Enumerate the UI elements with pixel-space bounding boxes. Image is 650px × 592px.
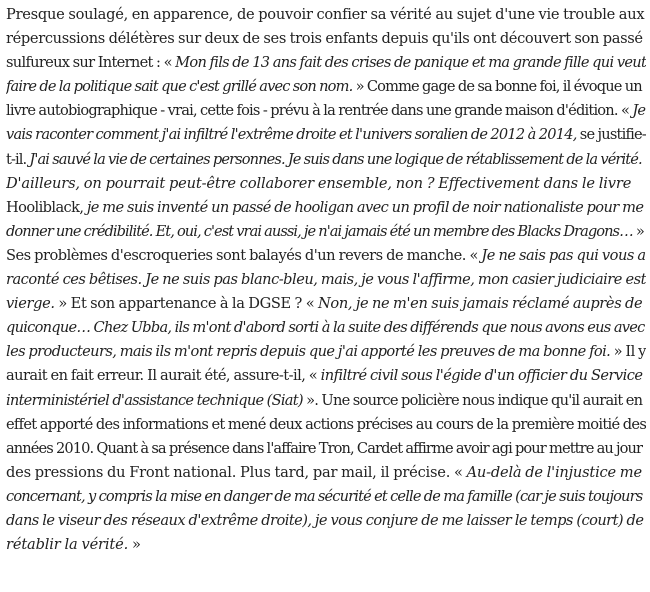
italic-quote-segment: concernant, y compris la mise en danger de ma sécurité et celle de ma famille (car je suis toujours	[6, 487, 643, 505]
text-line	[6, 75, 646, 99]
text-segment: années 2010. Quant à sa présence dans l'affaire Tron, Cardet affirme avoir agi pour mettre au jour	[6, 439, 643, 457]
italic-quote-segment: dans le viseur des réseaux d'extrême droite), je vous conjure de me laisser le temps (court) de	[6, 511, 644, 529]
text-segment: Hooliblack,	[6, 198, 87, 216]
text-line	[6, 123, 646, 147]
text-segment: se justifie-	[576, 126, 646, 144]
text-line	[6, 51, 646, 75]
text-line	[6, 437, 646, 461]
text-segment: Ses problèmes d'escroqueries sont balayés d'un revers de manche. «	[6, 246, 482, 264]
italic-quote-segment: Au-delà de l'injustice me	[466, 463, 642, 481]
text-segment: effet apporté des informations et mené deux actions précises au cours de la première moitié des	[6, 415, 646, 433]
text-line	[6, 533, 646, 557]
italic-quote-segment: Je	[632, 102, 646, 120]
text-line	[6, 461, 646, 485]
italic-quote-segment: quiconque… Chez Ubba, ils m'ont d'abord sorti à la suite des différends que nous avons eus avec	[6, 319, 645, 337]
text-segment: aurait en fait erreur. Il aurait été, assure-t-il, «	[6, 367, 321, 385]
text-segment: »	[632, 222, 644, 240]
italic-quote-segment: les producteurs, mais ils m'ont repris depuis que j'ai apporté les preuves de ma bonne foi.	[6, 343, 611, 361]
text-line	[6, 220, 646, 244]
text-segment: »	[128, 536, 141, 554]
italic-quote-segment: J'ai sauvé la vie de certaines personnes. Je suis dans une logique de rétablissement de la vérité.	[29, 150, 642, 168]
text-segment: livre autobiographique - vrai, cette fois - prévu à la rentrée dans une grande maison d'édition. «	[6, 102, 633, 120]
text-line	[6, 485, 646, 509]
text-line	[6, 389, 646, 413]
text-line	[6, 364, 646, 388]
italic-quote-segment: faire de la politique sait que c'est grillé avec son nom.	[6, 78, 353, 96]
italic-quote-segment: vierge.	[6, 295, 55, 313]
text-line	[6, 27, 646, 51]
italic-quote-segment: donner une crédibilité. Et, oui, c'est vrai aussi, je n'ai jamais été un membre des Blacks Dragons…	[6, 222, 633, 240]
text-line	[6, 316, 646, 340]
article-paragraph	[6, 3, 646, 557]
italic-quote-segment: vais raconter comment j'ai infiltré l'extrême droite et l'univers soralien de 2012 à 2014,	[6, 126, 577, 144]
text-segment: répercussions délétères sur deux de ses trois enfants depuis qu'ils ont découvert son passé	[6, 30, 643, 48]
italic-quote-segment: D'ailleurs, on pourrait peut-être collaborer ensemble, non ? Effectivement dans le livre	[6, 174, 632, 192]
italic-quote-segment: je me suis inventé un passé de hooligan avec un profil de noir nationaliste pour me	[86, 198, 644, 216]
text-line	[6, 99, 646, 123]
text-segment: ». Une source policière nous indique qu'il aurait en	[302, 391, 643, 409]
text-line	[6, 148, 646, 172]
text-line	[6, 172, 646, 196]
text-segment: » Il y	[610, 343, 646, 361]
text-segment: » Et son appartenance à la DGSE ? «	[54, 295, 318, 313]
text-line	[6, 413, 646, 437]
text-line	[6, 340, 646, 364]
text-line	[6, 509, 646, 533]
text-segment: t-il.	[6, 150, 30, 168]
text-segment: sulfureux sur Internet : «	[6, 54, 176, 72]
italic-quote-segment: Mon fils de 13 ans fait des crises de panique et ma grande fille qui veut	[175, 54, 646, 72]
text-line	[6, 196, 646, 220]
text-segment: » Comme gage de sa bonne foi, il évoque un	[352, 78, 642, 96]
italic-quote-segment: interministériel d'assistance technique (Siat)	[6, 391, 303, 409]
text-line	[6, 292, 646, 316]
italic-quote-segment: Non, je ne m'en suis jamais réclamé auprès de	[317, 295, 643, 313]
text-line	[6, 268, 646, 292]
text-line	[6, 244, 646, 268]
text-segment: Presque soulagé, en apparence, de pouvoir confier sa vérité au sujet d'une vie trouble aux	[6, 6, 645, 23]
italic-quote-segment: rétablir la vérité.	[6, 536, 129, 554]
italic-quote-segment: infiltré civil sous l'égide d'un officier du Service	[320, 367, 643, 385]
italic-quote-segment: Je ne sais pas qui vous a	[481, 246, 646, 264]
italic-quote-segment: raconté ces bêtises. Je ne suis pas blanc-bleu, mais, je vous l'affirme, mon casier judiciaire est	[6, 271, 646, 289]
text-segment: des pressions du Front national. Plus tard, par mail, il précise. «	[6, 463, 467, 481]
text-line	[6, 3, 646, 27]
